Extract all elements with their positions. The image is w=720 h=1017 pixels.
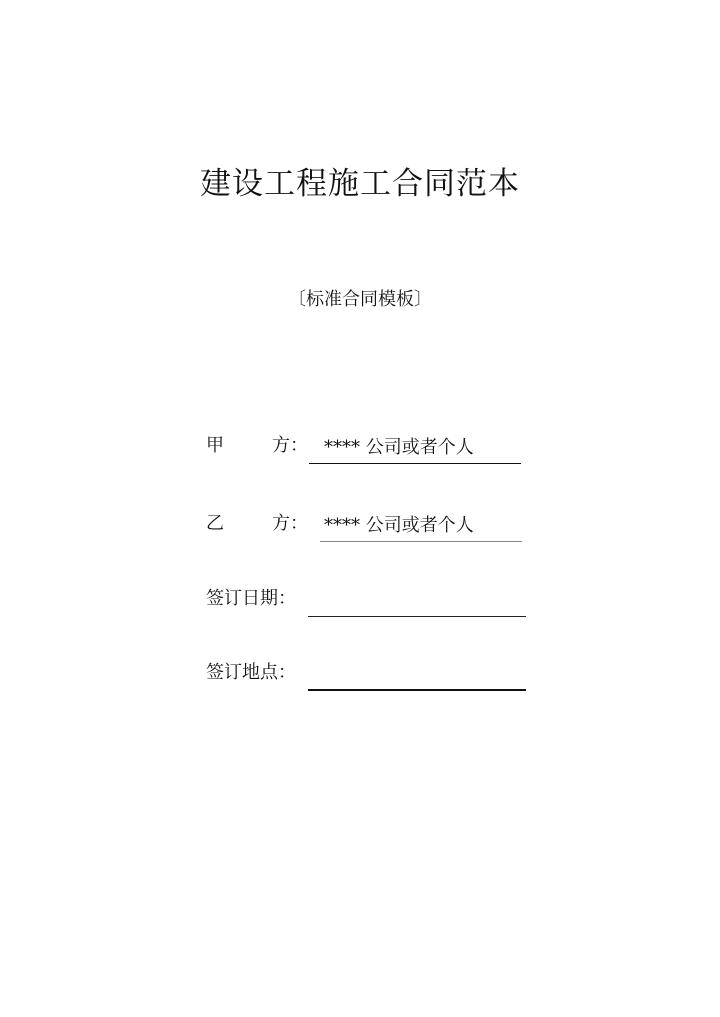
party-a-label-first: 甲	[206, 435, 224, 456]
party-a-field	[206, 430, 536, 464]
party-a-value-line[interactable]	[309, 463, 521, 464]
party-b-value-line[interactable]	[320, 541, 522, 542]
party-b-value: **** 公司或者个人	[324, 515, 474, 536]
sign-place-label: 签订地点：	[206, 662, 296, 683]
sign-place-value-line[interactable]	[308, 689, 526, 691]
sign-date-field	[206, 583, 536, 617]
sign-date-value-line[interactable]	[308, 616, 526, 617]
sign-place-field	[206, 657, 536, 691]
party-b-label-second: 方：	[272, 513, 308, 534]
party-a-label	[206, 434, 306, 458]
party-b-label	[206, 512, 306, 536]
party-b-label-first: 乙	[206, 513, 224, 534]
sign-date-label: 签订日期：	[206, 588, 296, 609]
document-subtitle: 〔标准合同模板〕	[288, 289, 432, 310]
party-a-value: **** 公司或者个人	[324, 437, 474, 458]
party-b-field	[206, 508, 536, 542]
document-title: 建设工程施工合同范本	[200, 166, 520, 202]
party-a-label-second: 方：	[272, 435, 308, 456]
